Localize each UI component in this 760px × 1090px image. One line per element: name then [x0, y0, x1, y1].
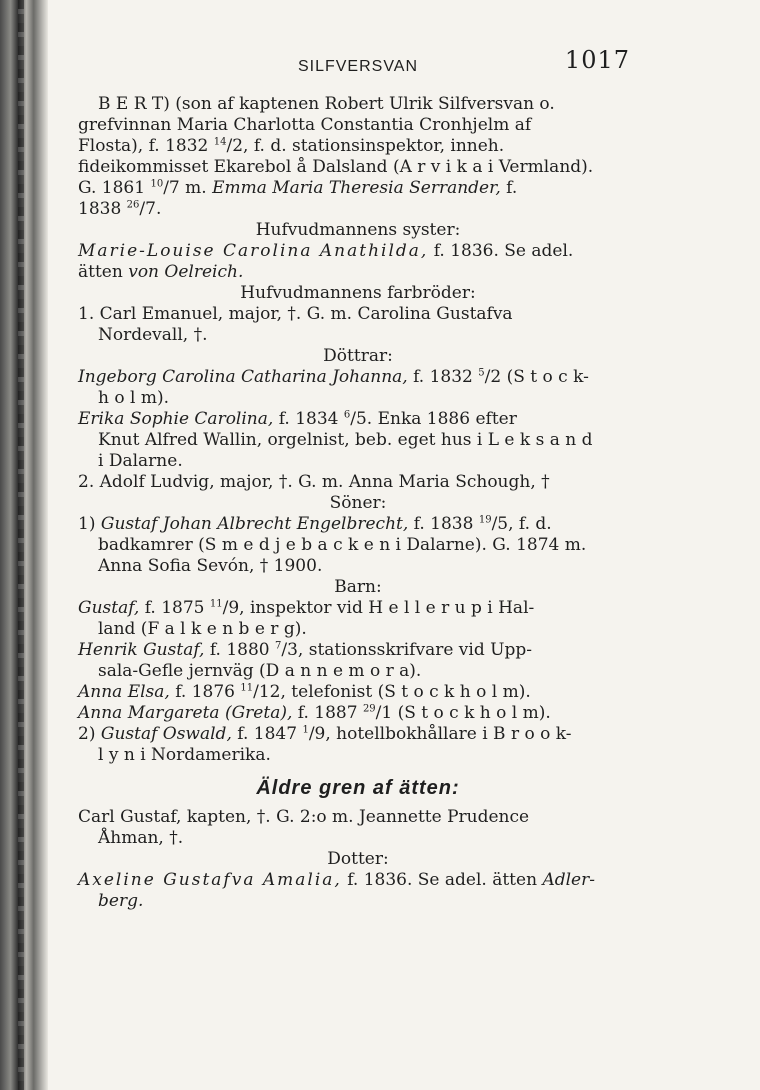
text-line: 2. Adolf Ludvig, major, †. G. m. Anna Maria Schough, † — [78, 472, 550, 492]
book-page — [78, 44, 638, 912]
book-binding-edge — [0, 0, 48, 1090]
text-line: i Dalarne. — [98, 451, 183, 471]
text-line: Anna Sofia Sevón, † 1900. — [98, 556, 323, 576]
subheading: Barn: — [334, 577, 382, 597]
text-line: Gustaf, f. 1875 $^{11}$/9, inspektor vid H e l l e r u p i Hal- — [78, 598, 535, 618]
subheading: Döttrar: — [323, 346, 393, 366]
text-line: 1) Gustaf Johan Albrecht Engelbrecht, f. 1838 $^{19}$/5, f. d. — [78, 514, 552, 534]
text-line: Marie-Louise Carolina Anathilda, f. 1836. Se adel. — [78, 241, 574, 261]
subheading: Dotter: — [327, 849, 389, 869]
text-line: Axeline Gustafva Amalia, f. 1836. Se adel. ätten Adler- — [78, 870, 595, 890]
text-line: Knut Alfred Wallin, orgelnist, beb. eget hus i L e k s a n d — [98, 430, 593, 450]
text-line: Ingeborg Carolina Catharina Johanna, f. 1832 $^5$/2 (S t o c k- — [78, 367, 589, 387]
text-line: Erika Sophie Carolina, f. 1834 $^6$/5. Enka 1886 efter — [78, 409, 517, 429]
page-header — [78, 44, 638, 94]
subheading: Söner: — [329, 493, 387, 513]
text-line: 2) Gustaf Oswald, f. 1847 $^1$/9, hotellbokhållare i B r o o k- — [78, 724, 572, 744]
text-line: Åhman, †. — [98, 828, 184, 848]
text-line: Carl Gustaf, kapten, †. G. 2:o m. Jeannette Prudence — [78, 807, 530, 827]
text-line: Anna Margareta (Greta), f. 1887 $^{29}$/1 (S t o c k h o l m). — [78, 703, 551, 723]
subheading: Hufvudmannens syster: — [255, 220, 461, 240]
text-line: B E R T) (son af kaptenen Robert Ulrik Silfversvan o. — [98, 94, 555, 114]
text-line: fideikommisset Ekarebol å Dalsland (A r v i k a i Vermland). — [78, 157, 594, 177]
text-line: Anna Elsa, f. 1876 $^{11}$/12, telefonist (S t o c k h o l m). — [78, 682, 531, 702]
text-line: ätten von Oelreich. — [78, 262, 244, 282]
text-line: berg. — [98, 891, 144, 911]
text-line: h o l m). — [98, 388, 169, 408]
text-line: Nordevall, †. — [98, 325, 208, 345]
page-number: 1017 — [564, 46, 630, 74]
text-line: land (F a l k e n b e r g). — [98, 619, 307, 639]
text-line: 1838 $^{26}$/7. — [78, 199, 162, 219]
section-heading: Äldre gren af ätten: — [256, 777, 460, 799]
text-line: Henrik Gustaf, f. 1880 $^7$/3, stationsskrifvare vid Upp- — [78, 640, 532, 660]
text-line: badkamrer (S m e d j e b a c k e n i Dalarne). G. 1874 m. — [98, 535, 587, 555]
text-line: G. 1861 $^{10}$/7 m. Emma Maria Theresia Serrander, f. — [78, 178, 518, 198]
text-line: 1. Carl Emanuel, major, †. G. m. Carolina Gustafva — [78, 304, 513, 324]
text-line: l y n i Nordamerika. — [98, 745, 271, 765]
subheading: Hufvudmannens farbröder: — [240, 283, 476, 303]
text-line: Flosta), f. 1832 $^{14}$/2, f. d. stationsinspektor, inneh. — [78, 136, 505, 156]
text-line: grefvinnan Maria Charlotta Constantia Cronhjelm af — [78, 115, 532, 135]
running-head: SILFVERSVAN — [297, 58, 419, 75]
text-line: sala-Gefle jernväg (D a n n e m o r a). — [98, 661, 422, 681]
